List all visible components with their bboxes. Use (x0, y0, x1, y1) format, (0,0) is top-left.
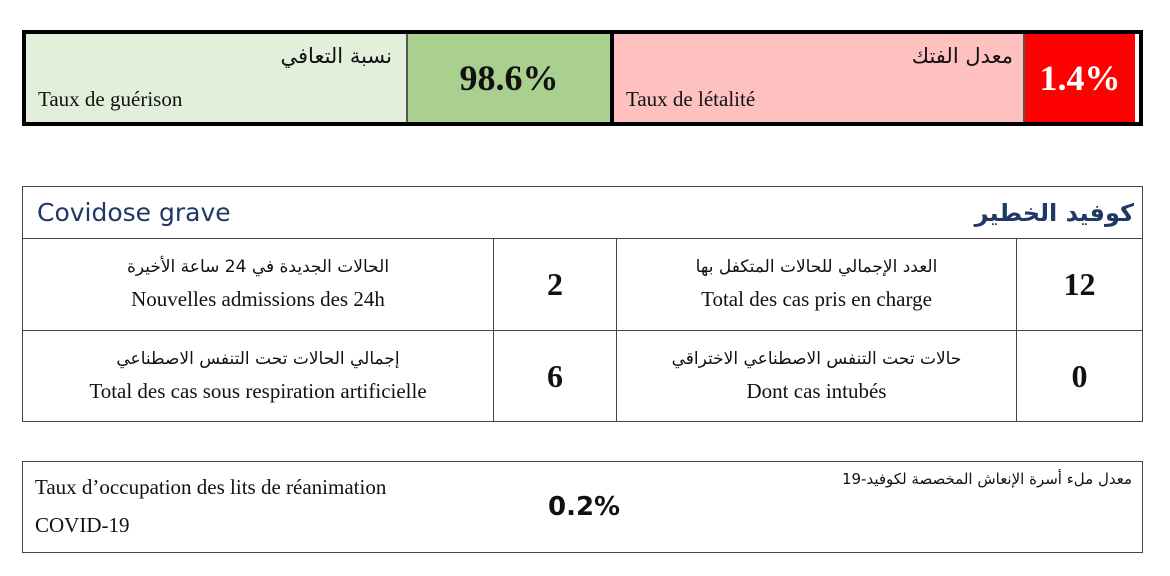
intubated-label-fr: Dont cas intubés (746, 378, 887, 403)
lethality-rate-label (614, 34, 1025, 122)
severe-covid-title-ar: كوفيد الخطير (974, 198, 1134, 227)
intubated-label-ar: حالات تحت التنفس الاصطناعي الاختراقي (671, 348, 962, 369)
recovery-label-fr: Taux de guérison (38, 87, 183, 111)
table-row (23, 330, 1142, 421)
severe-covid-header (23, 187, 1142, 239)
rates-panel (22, 30, 1143, 126)
ventilation-label (23, 331, 494, 421)
icu-occupancy-value: 0.2% (548, 492, 621, 522)
icu-occupancy-label-ar: معدل ملء أسرة الإنعاش المخصصة لكوفيد-19 (841, 470, 1132, 488)
recovery-rate-value: 98.6% (408, 34, 614, 122)
ventilation-label-ar: إجمالي الحالات تحت التنفس الاصطناعي (116, 348, 400, 369)
new-admissions-value: 2 (494, 239, 617, 330)
recovery-rate-label (26, 34, 408, 122)
lethality-rate-block (614, 34, 1135, 122)
lethality-label-fr: Taux de létalité (626, 87, 756, 111)
icu-occupancy-panel (22, 461, 1143, 553)
total-cases-value: 12 (1063, 266, 1096, 302)
lethality-rate-value: 1.4% (1025, 34, 1135, 122)
new-admissions-label-fr: Nouvelles admissions des 24h (131, 287, 385, 311)
new-admissions-label (23, 239, 494, 330)
intubated-value: 0 (1071, 357, 1088, 394)
ventilation-label-fr: Total des cas sous respiration artificielle (89, 378, 427, 403)
total-cases-label-ar: العدد الإجمالي للحالات المتكفل بها (695, 257, 938, 277)
new-admissions-label-ar: الحالات الجديدة في 24 ساعة الأخيرة (126, 257, 390, 277)
severe-covid-title-fr: Covidose grave (37, 198, 231, 227)
severe-covid-table (22, 186, 1143, 422)
lethality-label-ar: معدل الفتك (911, 44, 1013, 68)
recovery-label-ar: نسبة التعافي (280, 44, 392, 68)
recovery-rate-block (26, 34, 614, 122)
intubated-label (617, 331, 1017, 421)
total-cases-label (617, 239, 1017, 330)
ventilation-value: 6 (494, 331, 617, 421)
table-row (23, 239, 1142, 330)
total-cases-label-fr: Total des cas pris en charge (701, 287, 932, 311)
icu-occupancy-label-fr: Taux d’occupation des lits de réanimation COVID-19 (35, 475, 387, 537)
